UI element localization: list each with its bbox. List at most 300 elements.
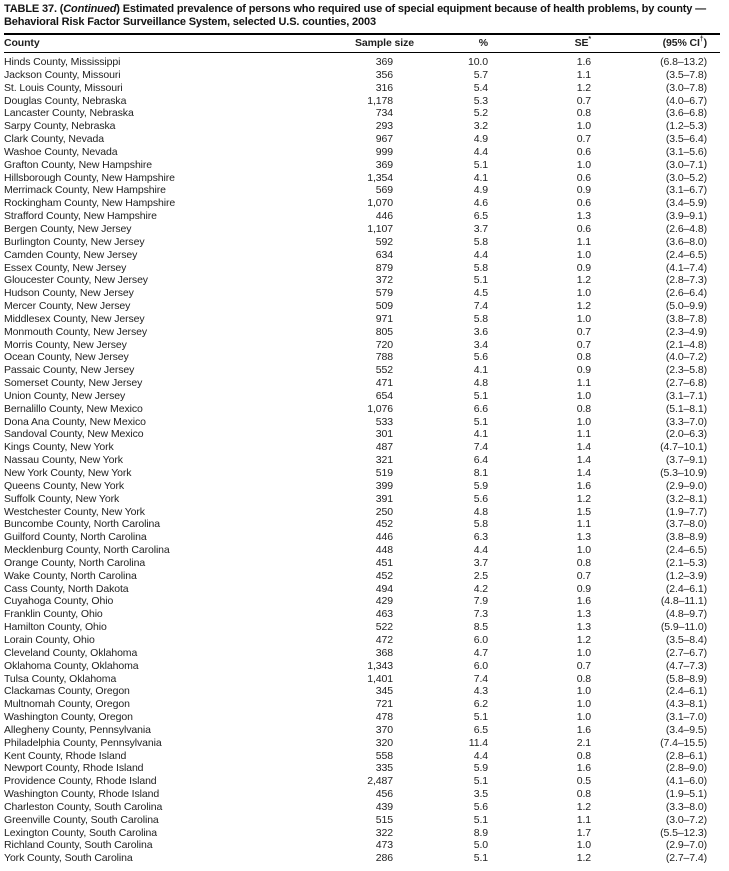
cell-percent: 4.5	[473, 287, 488, 300]
table-row	[4, 557, 720, 570]
cell-se: 0.8	[576, 402, 591, 415]
cell-ci: (2.4–6.5)	[665, 248, 707, 261]
cell-se: 0.9	[576, 582, 591, 595]
table-row	[4, 673, 720, 686]
cell-se: 1.0	[576, 544, 591, 557]
cell-ci: (5.9–11.0)	[660, 621, 707, 634]
cell-percent: 5.1	[473, 158, 488, 171]
cell-se: 1.2	[576, 633, 591, 646]
table-title	[4, 3, 726, 29]
table-row	[4, 685, 720, 698]
cell-percent: 3.2	[473, 120, 488, 133]
cell-county: Washoe County, Nevada	[4, 145, 118, 158]
cell-se: 0.7	[576, 325, 591, 338]
cell-county: Lorain County, Ohio	[4, 633, 95, 646]
cell-se: 1.6	[576, 479, 591, 492]
cell-percent: 5.1	[473, 711, 488, 724]
cell-se: 1.0	[576, 312, 591, 325]
column-header-county: County	[4, 34, 304, 53]
cell-sample-size: 429	[375, 595, 393, 608]
cell-ci: (2.7–6.7)	[665, 646, 707, 659]
cell-sample-size: 448	[375, 544, 393, 557]
cell-se: 1.0	[576, 839, 591, 852]
cell-percent: 5.1	[473, 813, 488, 826]
cell-sample-size: 879	[375, 261, 393, 274]
cell-sample-size: 788	[375, 351, 393, 364]
table-row	[4, 814, 720, 827]
cell-sample-size: 399	[375, 479, 393, 492]
cell-ci: (3.2–8.1)	[665, 492, 707, 505]
cell-percent: 4.4	[473, 749, 488, 762]
cell-se: 0.6	[576, 222, 591, 235]
cell-ci: (3.5–6.4)	[665, 133, 707, 146]
cell-se: 0.9	[576, 261, 591, 274]
cell-county: Mecklenburg County, North Carolina	[4, 544, 170, 557]
cell-sample-size: 463	[375, 608, 393, 621]
cell-se: 1.5	[576, 505, 591, 518]
table-row	[4, 403, 720, 416]
table-row	[4, 634, 720, 647]
cell-se: 1.1	[576, 518, 591, 531]
cell-county: Camden County, New Jersey	[4, 248, 138, 261]
cell-percent: 3.6	[473, 325, 488, 338]
cell-sample-size: 1,354	[367, 171, 393, 184]
cell-sample-size: 1,107	[367, 222, 393, 235]
cell-ci: (2.8–9.0)	[665, 762, 707, 775]
cell-ci: (3.9–9.1)	[665, 210, 707, 223]
cell-sample-size: 471	[375, 377, 393, 390]
cell-percent: 5.7	[473, 68, 488, 81]
cell-se: 2.1	[576, 736, 591, 749]
cell-county: Guilford County, North Carolina	[4, 531, 147, 544]
cell-county: Queens County, New York	[4, 479, 125, 492]
cell-percent: 5.1	[473, 389, 488, 402]
cell-ci: (4.8–9.7)	[665, 608, 707, 621]
table-row	[4, 146, 720, 159]
cell-percent: 4.7	[473, 646, 488, 659]
cell-sample-size: 533	[375, 415, 393, 428]
cell-sample-size: 634	[375, 248, 393, 261]
table-row	[4, 262, 720, 275]
cell-se: 0.6	[576, 197, 591, 210]
table-row	[4, 172, 720, 185]
cell-ci: (3.0–7.8)	[665, 81, 707, 94]
cell-ci: (5.3–10.9)	[660, 467, 707, 479]
cell-percent: 5.2	[473, 107, 488, 120]
cell-percent: 6.5	[473, 210, 488, 223]
cell-sample-size: 316	[375, 81, 393, 94]
cell-se: 0.7	[576, 659, 591, 672]
cell-county: Greenville County, South Carolina	[4, 813, 159, 826]
cell-sample-size: 522	[375, 621, 393, 634]
cell-percent: 6.0	[473, 659, 488, 672]
cell-sample-size: 321	[375, 454, 393, 467]
cell-ci: (1.9–7.7)	[665, 505, 707, 518]
cell-se: 1.2	[576, 852, 591, 865]
cell-sample-size: 1,178	[367, 94, 393, 107]
cell-sample-size: 446	[375, 531, 393, 544]
table-row	[4, 120, 720, 133]
cell-percent: 6.5	[473, 723, 488, 736]
cell-sample-size: 391	[375, 492, 393, 505]
cell-county: Nassau County, New York	[4, 454, 123, 467]
cell-county: Charleston County, South Carolina	[4, 800, 163, 813]
cell-sample-size: 967	[375, 133, 393, 146]
table-row	[4, 82, 720, 95]
cell-percent: 5.6	[473, 800, 488, 813]
cell-county: Passaic County, New Jersey	[4, 364, 135, 377]
cell-county: Westchester County, New York	[4, 505, 145, 518]
cell-sample-size: 1,076	[367, 402, 393, 415]
cell-ci: (1.9–5.1)	[665, 788, 707, 801]
cell-ci: (2.9–7.0)	[665, 839, 707, 852]
cell-percent: 7.4	[473, 300, 488, 313]
cell-percent: 3.7	[473, 556, 488, 569]
cell-se: 0.8	[576, 749, 591, 762]
cell-percent: 5.6	[473, 351, 488, 364]
cell-county: Cass County, North Dakota	[4, 582, 129, 595]
cell-percent: 3.5	[473, 788, 488, 801]
cell-se: 1.6	[576, 723, 591, 736]
cell-percent: 4.1	[473, 364, 488, 377]
cell-percent: 5.4	[473, 81, 488, 94]
se-asterisk: *	[588, 36, 591, 43]
cell-percent: 10.0	[467, 56, 488, 68]
cell-ci: (3.1–7.0)	[665, 711, 707, 724]
cell-percent: 4.1	[473, 428, 488, 441]
cell-sample-size: 971	[375, 312, 393, 325]
cell-percent: 7.4	[473, 441, 488, 454]
cell-ci: (4.1–7.4)	[665, 261, 707, 274]
cell-sample-size: 345	[375, 685, 393, 698]
cell-se: 0.8	[576, 556, 591, 569]
table-row	[4, 390, 720, 403]
cell-sample-size: 721	[375, 698, 393, 711]
table-row	[4, 518, 720, 531]
table-row	[4, 531, 720, 544]
cell-sample-size: 2,487	[367, 775, 393, 788]
cell-percent: 5.3	[473, 94, 488, 107]
cell-percent: 5.9	[473, 479, 488, 492]
cell-ci: (2.6–6.4)	[665, 287, 707, 300]
cell-ci: (3.4–5.9)	[665, 197, 707, 210]
cell-se: 1.6	[576, 56, 591, 68]
cell-se: 0.9	[576, 364, 591, 377]
cell-county: Rockingham County, New Hampshire	[4, 197, 176, 210]
cell-percent: 2.5	[473, 569, 488, 582]
cell-sample-size: 552	[375, 364, 393, 377]
cell-county: Gloucester County, New Jersey	[4, 274, 148, 287]
table-row	[4, 506, 720, 519]
cell-percent: 8.5	[473, 621, 488, 634]
cell-se: 1.2	[576, 800, 591, 813]
cell-ci: (4.1–6.0)	[665, 775, 707, 788]
cell-sample-size: 293	[375, 120, 393, 133]
table-title-rest: ) Estimated prevalence of persons who required use of special equipment because of health problems, by county — Behavioral Risk Factor Surveillance System, selected U.S. counties, 2003	[4, 3, 707, 28]
cell-se: 0.5	[576, 775, 591, 788]
cell-ci: (3.6–8.0)	[665, 235, 707, 248]
cell-sample-size: 515	[375, 813, 393, 826]
cell-percent: 11.4	[468, 736, 488, 749]
cell-ci: (2.8–6.1)	[665, 749, 707, 762]
cell-ci: (5.8–8.9)	[665, 672, 707, 685]
cell-ci: (2.4–6.5)	[665, 544, 707, 557]
cell-ci: (2.1–4.8)	[665, 338, 707, 351]
cell-se: 1.1	[576, 235, 591, 248]
table-row	[4, 762, 720, 775]
cell-sample-size: 592	[375, 235, 393, 248]
cell-se: 1.0	[576, 711, 591, 724]
table-row	[4, 724, 720, 737]
cell-se: 1.6	[576, 595, 591, 608]
table-row	[4, 750, 720, 763]
cell-percent: 4.8	[473, 505, 488, 518]
table-row	[4, 184, 720, 197]
table-row	[4, 788, 720, 801]
cell-percent: 7.4	[473, 672, 488, 685]
table-row	[4, 95, 720, 108]
cell-sample-size: 472	[375, 633, 393, 646]
cell-percent: 4.8	[473, 377, 488, 390]
cell-se: 1.0	[576, 287, 591, 300]
cell-percent: 3.7	[473, 222, 488, 235]
table-row	[4, 326, 720, 339]
table-row	[4, 660, 720, 673]
cell-percent: 7.3	[473, 608, 488, 621]
cell-se: 1.2	[576, 492, 591, 505]
column-header-se: SE*	[488, 34, 591, 53]
cell-sample-size: 250	[375, 505, 393, 518]
cell-percent: 5.6	[473, 492, 488, 505]
table-row	[4, 621, 720, 634]
cell-ci: (4.0–7.2)	[665, 351, 707, 364]
cell-ci: (3.8–7.8)	[665, 312, 707, 325]
cell-percent: 5.1	[473, 775, 488, 788]
cell-se: 0.8	[576, 672, 591, 685]
cell-county: Newport County, Rhode Island	[4, 762, 144, 775]
cell-county: St. Louis County, Missouri	[4, 81, 123, 94]
cell-percent: 5.8	[473, 261, 488, 274]
cell-ci: (2.1–5.3)	[665, 556, 707, 569]
cell-ci: (2.3–4.9)	[665, 325, 707, 338]
table-row	[4, 210, 720, 223]
cell-se: 0.7	[576, 338, 591, 351]
cell-sample-size: 478	[375, 711, 393, 724]
cell-county: Cleveland County, Oklahoma	[4, 646, 138, 659]
table-row	[4, 351, 720, 364]
cell-county: Washington County, Oregon	[4, 711, 133, 724]
cell-se: 1.7	[576, 826, 591, 839]
cell-ci: (3.5–8.4)	[665, 633, 707, 646]
cell-county: Douglas County, Nebraska	[4, 94, 127, 107]
cell-county: Hudson County, New Jersey	[4, 287, 134, 300]
table-row	[4, 313, 720, 326]
cell-ci: (4.7–7.3)	[665, 659, 707, 672]
cell-se: 1.3	[576, 621, 591, 634]
table-row	[4, 647, 720, 660]
cell-ci: (1.2–3.9)	[665, 569, 707, 582]
cell-sample-size: 286	[375, 852, 393, 865]
cell-percent: 6.4	[473, 454, 488, 467]
cell-se: 1.0	[576, 698, 591, 711]
cell-ci: (2.7–7.4)	[665, 852, 707, 865]
table-row	[4, 107, 720, 120]
cell-se: 0.6	[576, 171, 591, 184]
table-row	[4, 53, 720, 69]
cell-se: 1.3	[576, 608, 591, 621]
cell-se: 1.1	[576, 377, 591, 390]
cell-ci: (3.1–7.1)	[665, 389, 707, 402]
cell-se: 1.0	[576, 120, 591, 133]
cell-county: Suffolk County, New York	[4, 492, 120, 505]
cell-sample-size: 494	[375, 582, 393, 595]
table-row	[4, 467, 720, 480]
cell-sample-size: 322	[375, 826, 393, 839]
cell-se: 1.0	[576, 415, 591, 428]
cell-county: Allegheny County, Pennsylvania	[4, 723, 151, 736]
column-header-ci: (95% CI†)	[591, 34, 720, 53]
cell-se: 1.0	[576, 646, 591, 659]
column-header-percent: %	[414, 34, 488, 53]
cell-county: Merrimack County, New Hampshire	[4, 184, 166, 197]
cell-ci: (2.9–9.0)	[665, 479, 707, 492]
table-row	[4, 775, 720, 788]
cell-sample-size: 446	[375, 210, 393, 223]
ci-dagger: †	[699, 36, 704, 43]
cell-percent: 4.4	[473, 544, 488, 557]
table-row	[4, 583, 720, 596]
table-row	[4, 223, 720, 236]
cell-county: Kent County, Rhode Island	[4, 749, 127, 762]
cell-sample-size: 369	[375, 56, 393, 68]
cell-sample-size: 487	[375, 441, 393, 454]
cell-percent: 4.4	[473, 248, 488, 261]
cell-se: 1.3	[576, 531, 591, 544]
cell-county: Richland County, South Carolina	[4, 839, 153, 852]
cell-percent: 4.9	[473, 184, 488, 197]
table-title-prefix: TABLE 37. (	[4, 3, 64, 15]
cell-percent: 5.9	[473, 762, 488, 775]
table-row	[4, 801, 720, 814]
cell-percent: 5.1	[473, 274, 488, 287]
cell-ci: (3.0–5.2)	[665, 171, 707, 184]
cell-county: Hinds County, Mississippi	[4, 56, 121, 68]
cell-county: Wake County, North Carolina	[4, 569, 137, 582]
table-row	[4, 454, 720, 467]
cell-sample-size: 579	[375, 287, 393, 300]
cell-ci: (4.8–11.1)	[660, 595, 707, 608]
cell-percent: 4.1	[473, 171, 488, 184]
cell-county: Essex County, New Jersey	[4, 261, 127, 274]
cell-county: Monmouth County, New Jersey	[4, 325, 147, 338]
column-header-sample-size: Sample size	[304, 34, 414, 53]
cell-county: Grafton County, New Hampshire	[4, 158, 153, 171]
cell-county: Bernalillo County, New Mexico	[4, 402, 143, 415]
cell-county: York County, South Carolina	[4, 852, 133, 865]
table-row	[4, 493, 720, 506]
cell-percent: 5.8	[473, 235, 488, 248]
cell-ci: (3.5–7.8)	[665, 68, 707, 81]
cell-county: Strafford County, New Hampshire	[4, 210, 157, 223]
cell-ci: (2.0–6.3)	[665, 428, 707, 441]
cell-county: Philadelphia County, Pennsylvania	[4, 736, 162, 749]
table-row	[4, 827, 720, 840]
cell-percent: 8.1	[473, 467, 488, 479]
table-row	[4, 236, 720, 249]
cell-se: 0.7	[576, 133, 591, 146]
cell-percent: 5.1	[473, 852, 488, 865]
table-row	[4, 377, 720, 390]
cell-county: Middlesex County, New Jersey	[4, 312, 145, 325]
cell-sample-size: 999	[375, 145, 393, 158]
cell-county: Lexington County, South Carolina	[4, 826, 158, 839]
cell-sample-size: 439	[375, 800, 393, 813]
cell-county: Lancaster County, Nebraska	[4, 107, 134, 120]
cell-county: Ocean County, New Jersey	[4, 351, 129, 364]
table-header-row	[4, 34, 720, 53]
cell-sample-size: 734	[375, 107, 393, 120]
cell-percent: 5.8	[473, 312, 488, 325]
cell-percent: 6.0	[473, 633, 488, 646]
cell-se: 1.1	[576, 68, 591, 81]
cell-sample-size: 1,070	[367, 197, 393, 210]
table-row	[4, 737, 720, 750]
cell-county: Providence County, Rhode Island	[4, 775, 157, 788]
cell-sample-size: 509	[375, 300, 393, 313]
prevalence-table	[4, 33, 720, 865]
cell-percent: 6.6	[473, 402, 488, 415]
cell-sample-size: 1,343	[367, 659, 393, 672]
cell-se: 0.7	[576, 94, 591, 107]
cell-percent: 4.4	[473, 145, 488, 158]
cell-county: Buncombe County, North Carolina	[4, 518, 161, 531]
cell-sample-size: 370	[375, 723, 393, 736]
cell-ci: (2.6–4.8)	[665, 222, 707, 235]
table-row	[4, 608, 720, 621]
cell-se: 0.9	[576, 184, 591, 197]
cell-ci: (7.4–15.5)	[660, 736, 707, 749]
cell-percent: 4.2	[473, 582, 488, 595]
cell-percent: 5.1	[473, 415, 488, 428]
cell-ci: (1.2–5.3)	[665, 120, 707, 133]
cell-se: 0.8	[576, 788, 591, 801]
cell-county: Jackson County, Missouri	[4, 68, 121, 81]
cell-percent: 4.9	[473, 133, 488, 146]
cell-percent: 3.4	[473, 338, 488, 351]
cell-sample-size: 452	[375, 569, 393, 582]
table-row	[4, 570, 720, 583]
cell-county: Union County, New Jersey	[4, 389, 126, 402]
cell-ci: (3.8–8.9)	[665, 531, 707, 544]
cell-ci: (2.7–6.8)	[665, 377, 707, 390]
cell-ci: (5.5–12.3)	[660, 826, 707, 839]
table-row	[4, 698, 720, 711]
cell-se: 1.0	[576, 685, 591, 698]
cell-ci: (3.1–6.7)	[665, 184, 707, 197]
cell-county: Washington County, Rhode Island	[4, 788, 160, 801]
table-row	[4, 300, 720, 313]
table-row	[4, 852, 720, 865]
cell-percent: 4.3	[473, 685, 488, 698]
cell-sample-size: 473	[375, 839, 393, 852]
cell-se: 1.2	[576, 274, 591, 287]
cell-se: 1.4	[576, 467, 591, 479]
cell-ci: (2.4–6.1)	[665, 582, 707, 595]
cell-ci: (3.1–5.6)	[665, 145, 707, 158]
cell-ci: (6.8–13.2)	[660, 56, 707, 68]
cell-se: 1.0	[576, 248, 591, 261]
cell-se: 1.0	[576, 158, 591, 171]
